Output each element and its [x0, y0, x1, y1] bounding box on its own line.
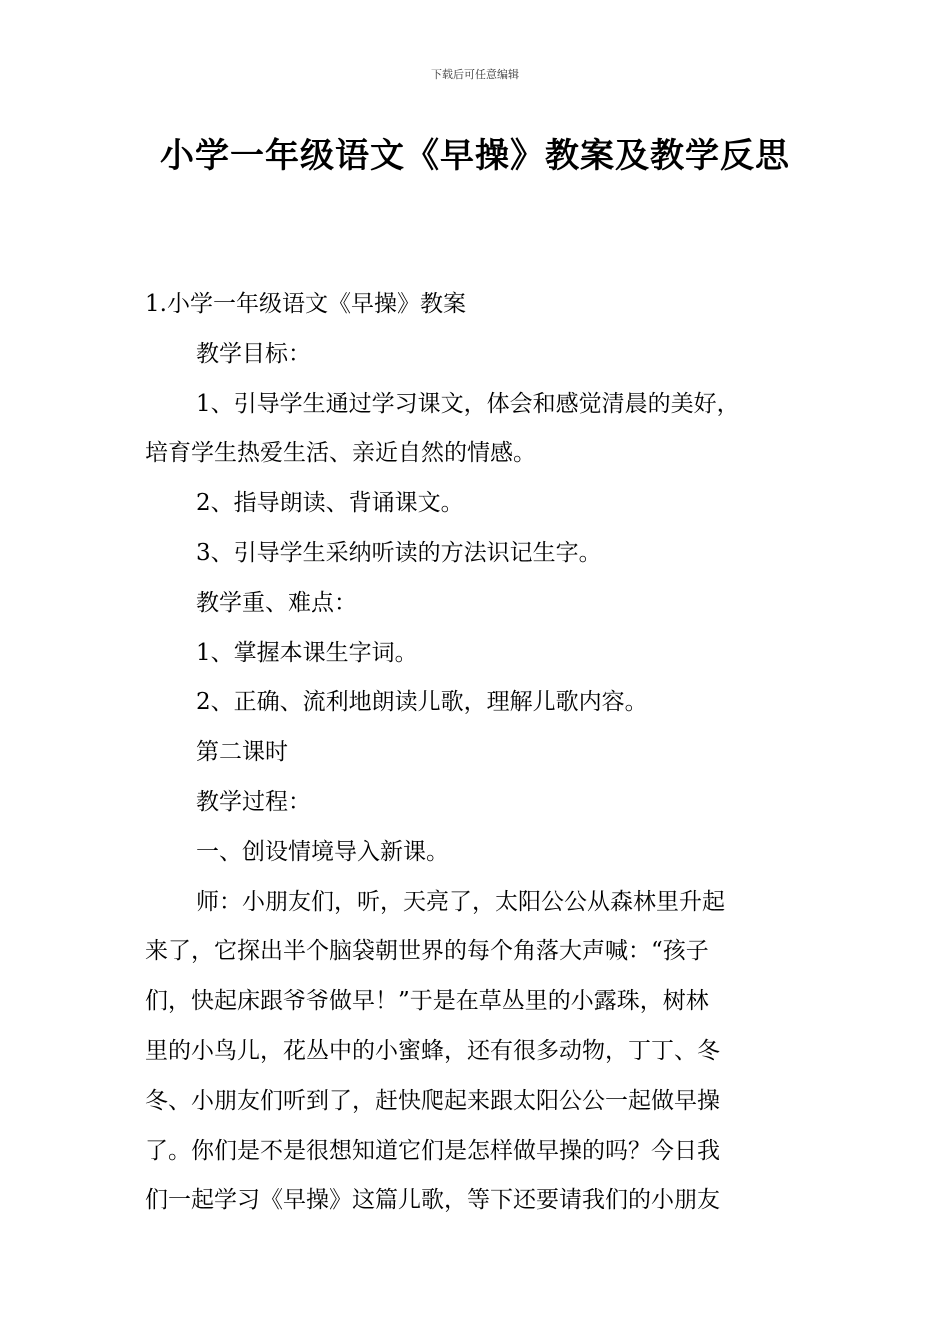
document-body	[145, 280, 810, 1226]
objective-item-1-line-1: 1、引导学生通过学习课文，体会和感觉清晨的美好，	[196, 390, 740, 417]
process-paragraph-line: 里的小鸟儿，花丛中的小蜜蜂，还有很多动物，丁丁、冬	[145, 1037, 720, 1064]
process-paragraph-line: 师：小朋友们，听，天亮了，太阳公公从森林里升起	[196, 888, 725, 915]
objectives-heading: 教学目标：	[196, 340, 311, 367]
process-paragraph-line: 们，快起床跟爷爷做早！”于是在草丛里的小露珠，树林	[145, 988, 709, 1015]
header-note: 下载后可任意编辑	[431, 68, 519, 81]
document-title: 小学一年级语文《早操》教案及教学反思	[160, 136, 790, 176]
objective-item-3: 3、引导学生采纳听读的方法识记生字。	[196, 539, 602, 566]
key-point-item-2: 2、正确、流利地朗读儿歌，理解儿歌内容。	[196, 689, 648, 716]
process-paragraph-line: 了。你们是不是很想知道它们是怎样做早操的吗？今日我	[145, 1137, 720, 1164]
lesson-label: 第二课时	[196, 739, 288, 766]
key-points-heading: 教学重、难点：	[196, 589, 357, 616]
key-point-item-1: 1、掌握本课生字词。	[196, 639, 418, 666]
section-heading: 1.小学一年级语文《早操》教案	[145, 291, 466, 317]
objective-item-1-line-2: 培育学生热爱生活、亲近自然的情感。	[145, 440, 536, 467]
process-paragraph-line: 们一起学习《早操》这篇儿歌，等下还要请我们的小朋友	[145, 1187, 720, 1214]
process-paragraph-line: 冬、小朋友们听到了，赶快爬起来跟太阳公公一起做早操	[145, 1087, 720, 1114]
process-step-1: 一、创设情境导入新课。	[196, 838, 449, 865]
process-heading: 教学过程：	[196, 788, 311, 815]
process-paragraph-line: 来了，它探出半个脑袋朝世界的每个角落大声喊：“孩子	[145, 938, 709, 965]
objective-item-2: 2、指导朗读、背诵课文。	[196, 490, 464, 517]
